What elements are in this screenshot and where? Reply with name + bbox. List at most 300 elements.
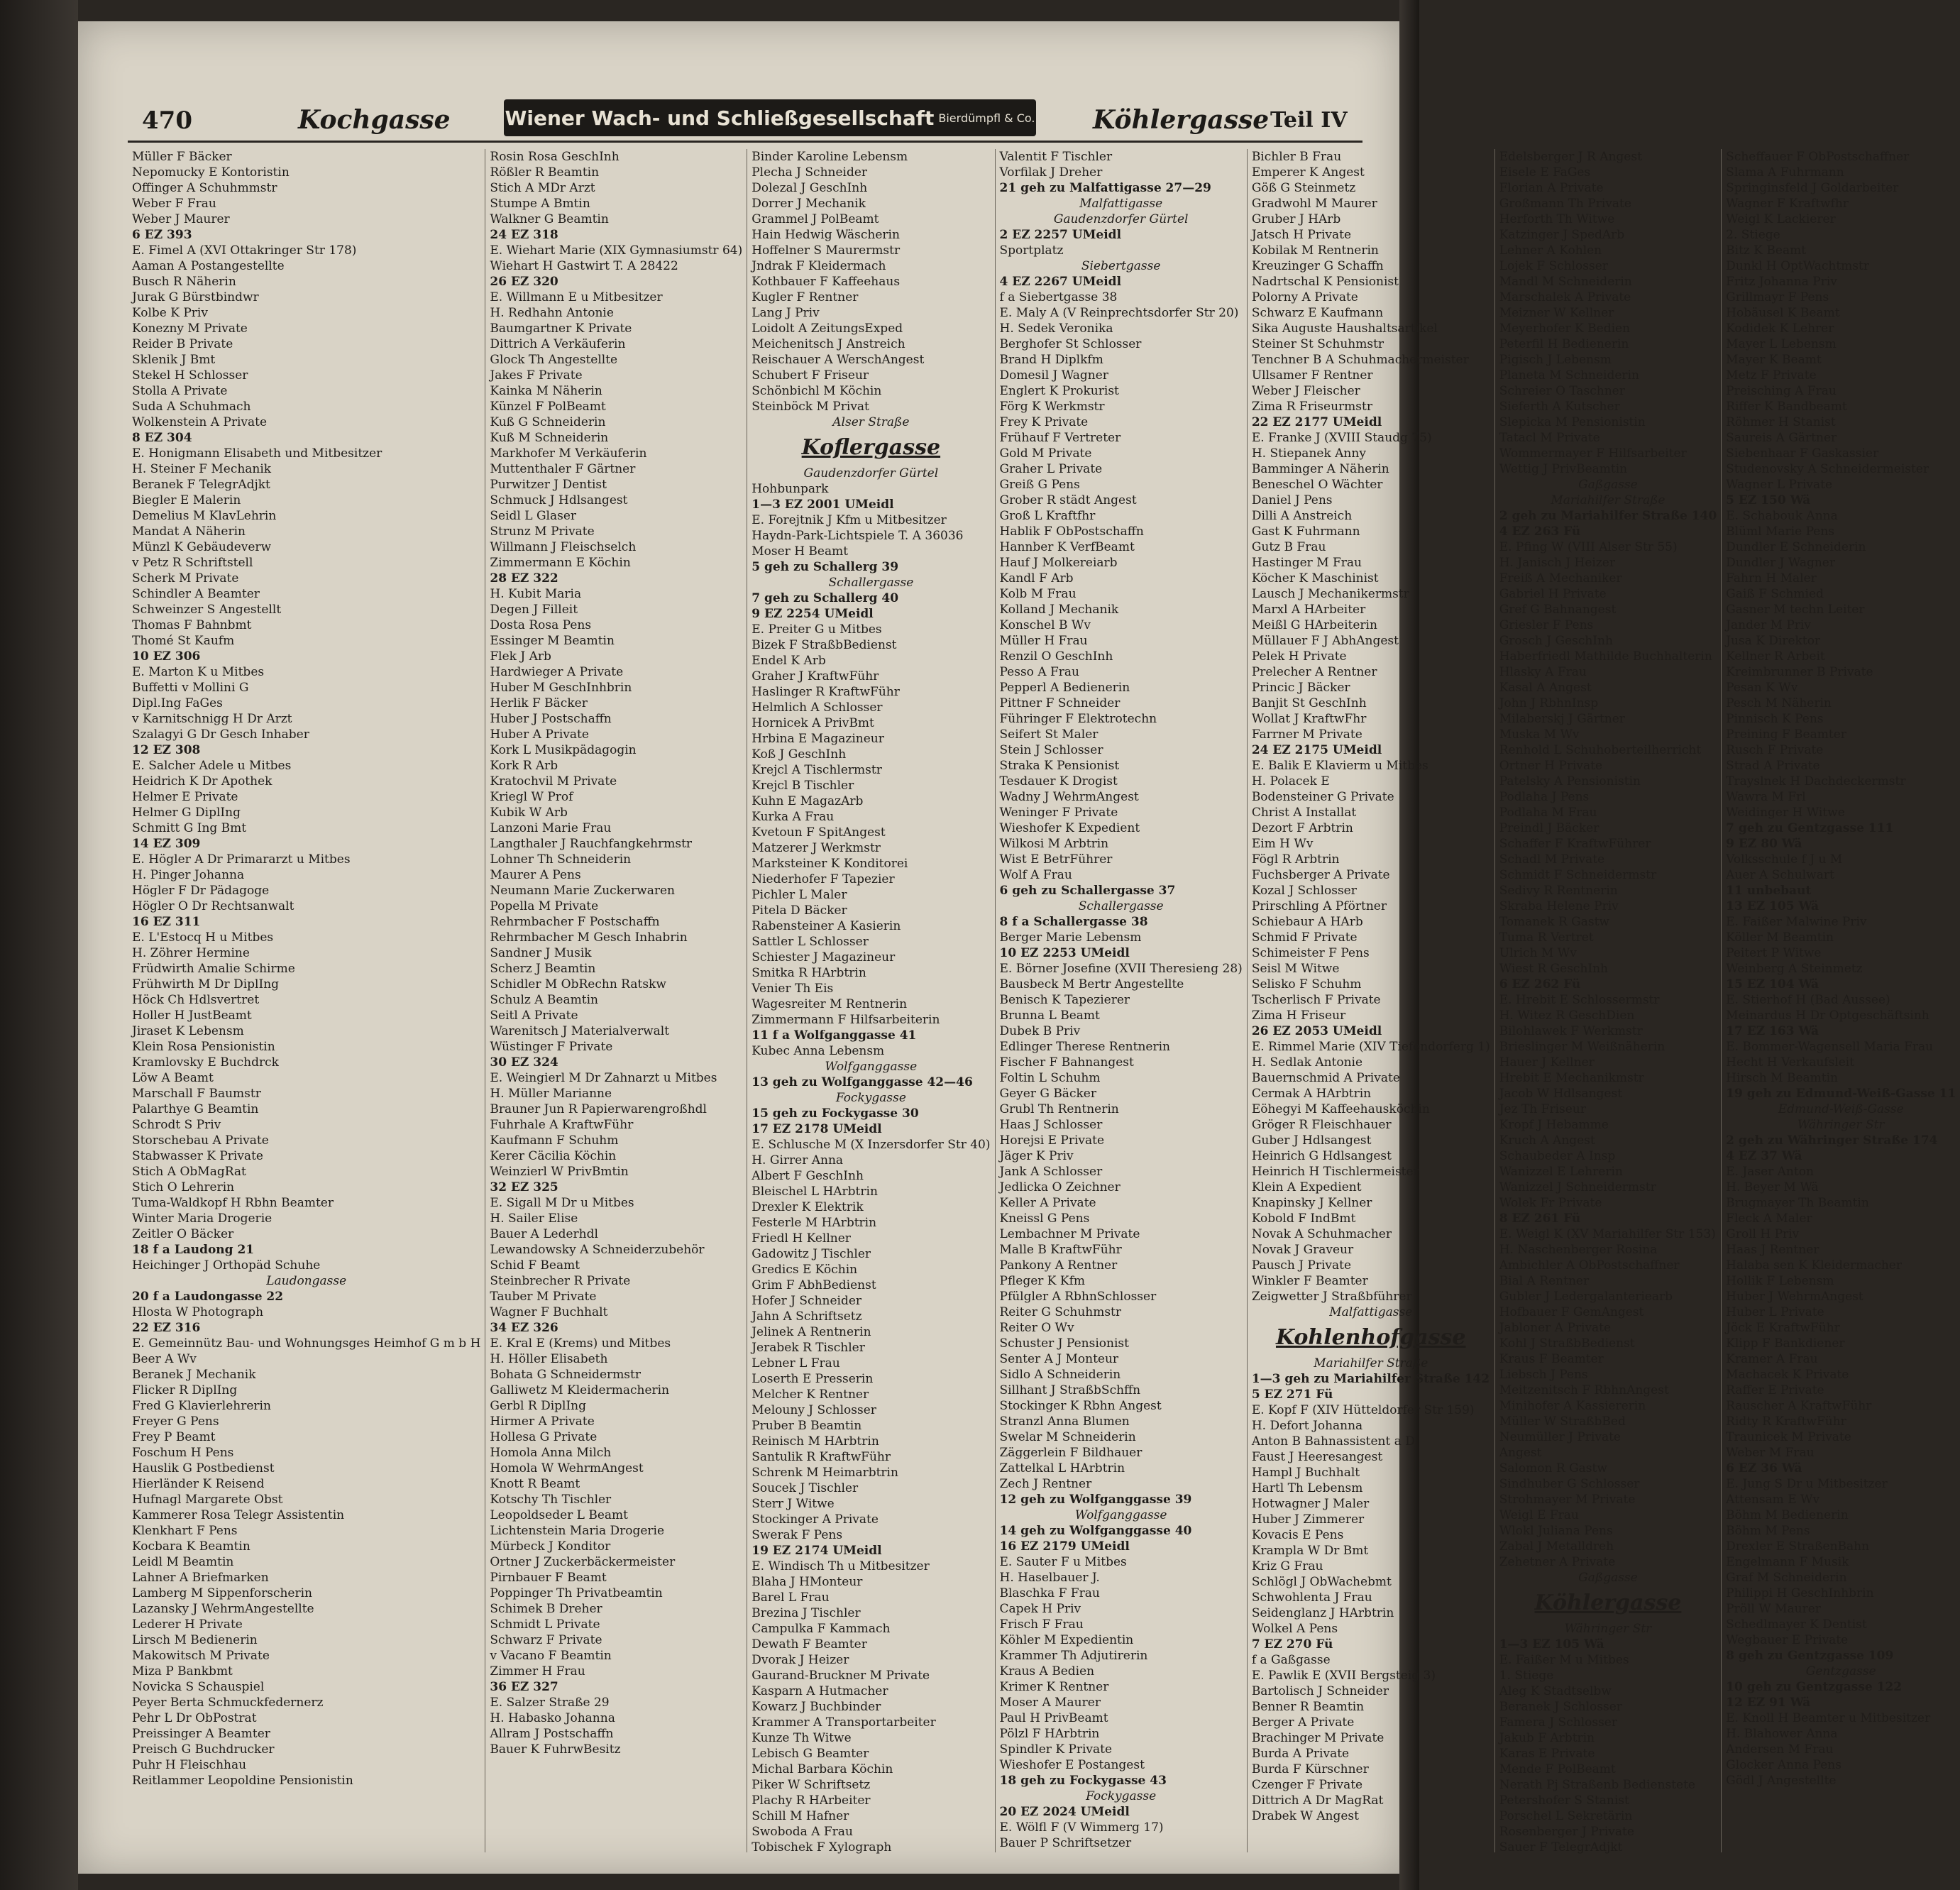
resident-entry: H. Girrer Anna xyxy=(751,1153,844,1167)
resident-entry: Ortner J Zuckerbäckermeister xyxy=(490,1555,676,1569)
resident-entry: Dosta Rosa Pens xyxy=(490,618,592,632)
resident-entry: Essinger M Beamtin xyxy=(490,634,615,648)
cross-street-reference: Gaßgasse xyxy=(1578,478,1638,492)
resident-entry: Loidolt A ZeitungsExped xyxy=(751,322,903,336)
resident-entry: Herforth Th Witwe xyxy=(1499,212,1615,226)
resident-entry: Pitela D Bäcker xyxy=(751,903,847,918)
resident-entry: Moser H Beamt xyxy=(751,544,849,559)
cross-street-reference: Malfattigasse xyxy=(1079,197,1163,211)
resident-entry: Pesso A Frau xyxy=(999,665,1080,679)
resident-entry: Knott R Beamt xyxy=(490,1477,580,1491)
resident-entry: Kolbe K Priv xyxy=(132,306,208,320)
resident-entry: Knapinsky J Kellner xyxy=(1251,1196,1372,1210)
resident-entry: Hirmer A Private xyxy=(490,1414,595,1429)
house-number-entry: 4 EZ 2267 UMeidl xyxy=(999,275,1122,289)
resident-entry: Gerbl R DiplIng xyxy=(490,1399,587,1413)
house-number-entry: 5 EZ 271 Fü xyxy=(1251,1388,1333,1402)
resident-entry: Zeitler O Bäcker xyxy=(132,1227,234,1241)
page-number: 470 xyxy=(142,106,192,135)
resident-entry: Drexler K Elektrik xyxy=(751,1200,864,1214)
resident-entry: Domesil J Wagner xyxy=(999,368,1108,383)
house-number-entry: 5 EZ 150 Wä xyxy=(1726,493,1811,507)
resident-entry: Kaufmann F Schuhm xyxy=(490,1133,619,1148)
resident-entry: Rehrmbacher M Gesch Inhabrin xyxy=(490,930,688,945)
resident-entry: Sauer F TelegrAdjkt xyxy=(1499,1840,1623,1855)
resident-entry: Klenkhart F Pens xyxy=(132,1524,238,1538)
resident-entry: Wagner F Buchhalt xyxy=(490,1305,608,1319)
resident-entry: Kriegl W Prof xyxy=(490,790,573,804)
resident-entry: Beneschel O Wächter xyxy=(1251,478,1383,492)
street-section-title: Kohlenhofgasse xyxy=(1275,1325,1466,1350)
resident-entry: E. Forejtnik J Kfm u Mitbesitzer xyxy=(751,513,947,527)
resident-entry: Sedivy R Rentnerin xyxy=(1499,884,1618,898)
house-number-entry: 8 EZ 261 Fü xyxy=(1499,1212,1581,1226)
part-label: Teil IV xyxy=(1270,108,1348,133)
resident-entry: Homola Anna Milch xyxy=(490,1446,612,1460)
resident-entry: Famera J Schlosser xyxy=(1499,1715,1617,1730)
resident-entry: Gutz B Frau xyxy=(1251,540,1326,554)
resident-entry: Huber M GeschInhbrin xyxy=(490,681,632,695)
resident-entry: Hrebit E Mechanikmstr xyxy=(1499,1071,1644,1085)
resident-entry: Tesdauer K Drogist xyxy=(999,774,1118,789)
resident-entry: Sklenik J Bmt xyxy=(132,353,216,367)
resident-entry: Galliwetz M Kleidermacherin xyxy=(490,1383,670,1397)
resident-entry: Daniel J Pens xyxy=(1251,493,1333,507)
resident-entry: Pröll W Maurer xyxy=(1726,1602,1821,1616)
house-number-entry: 22 EZ 316 xyxy=(132,1321,201,1335)
resident-entry: Grubl Th Rentnerin xyxy=(999,1102,1119,1116)
resident-entry: Aleg K Stadtselbw xyxy=(1499,1684,1612,1698)
house-number-entry: 20 EZ 2024 UMeidl xyxy=(999,1805,1130,1819)
resident-entry: Wiehart H Gastwirt T. A 28422 xyxy=(490,259,678,273)
resident-entry: Podlaha M Frau xyxy=(1499,806,1597,820)
resident-entry: Zabal J Metalldreh xyxy=(1499,1539,1614,1554)
resident-entry: Müller F Bäcker xyxy=(132,150,232,164)
house-number-entry: 26 EZ 2053 UMeidl xyxy=(1251,1024,1382,1038)
resident-entry: Lichtenstein Maria Drogerie xyxy=(490,1524,665,1538)
cross-street-reference: Edmund-Weiß-Gasse xyxy=(1778,1102,1904,1116)
resident-entry: Miza P Bankbmt xyxy=(132,1664,233,1679)
house-number-entry: 1—3 EZ 2001 UMeidl xyxy=(751,498,894,512)
resident-entry: Eöhegyi M Kaffeehausköchin xyxy=(1251,1102,1430,1116)
house-number-entry: 12 EZ 91 Wä xyxy=(1726,1696,1811,1710)
resident-entry: Frühwirth M Dr DiplIng xyxy=(132,977,280,991)
resident-entry: Haas J Schlosser xyxy=(999,1118,1103,1132)
resident-entry: Studenovsky A Schneidermeister xyxy=(1726,462,1929,476)
banner-text: Wiener Wach- und Schließgesellschaft xyxy=(505,106,935,130)
book-edge-left xyxy=(0,0,78,1890)
resident-entry: Baumgartner K Private xyxy=(490,322,632,336)
resident-entry: Weber J Maurer xyxy=(132,212,230,226)
resident-entry: Früdwirth Amalie Schirme xyxy=(132,962,295,976)
resident-entry: Kobilak M Rentnerin xyxy=(1251,243,1379,258)
resident-entry: Röhmer H Stanist xyxy=(1726,415,1836,429)
resident-entry: E. Jaser Anton xyxy=(1726,1165,1814,1179)
resident-entry: Frühauf F Vertreter xyxy=(999,431,1121,445)
resident-entry: Muttenthaler F Gärtner xyxy=(490,462,636,476)
house-number-entry: 22 EZ 2177 UMeidl xyxy=(1251,415,1382,429)
resident-entry: Krammer Th Adjutirerin xyxy=(999,1649,1148,1663)
resident-entry: Stockinger K Rbhn Angest xyxy=(999,1399,1162,1413)
resident-entry: Soucek J Tischler xyxy=(751,1481,859,1495)
resident-entry: Swoboda A Frau xyxy=(751,1825,853,1839)
resident-entry: Muska M Wv xyxy=(1499,727,1580,742)
resident-entry: Hampl J Buchhalt xyxy=(1251,1466,1360,1480)
resident-entry: Preining F Beamter xyxy=(1726,727,1846,742)
resident-entry: H. Defort Johanna xyxy=(1251,1419,1363,1433)
resident-entry: Bleischel L HArbtrin xyxy=(751,1185,878,1199)
resident-entry: Maurer A Pens xyxy=(490,868,581,882)
resident-entry: Beranek J Schlosser xyxy=(1499,1700,1622,1714)
resident-entry: Horejsi E Private xyxy=(999,1133,1105,1148)
resident-entry: Schmitt G Ing Bmt xyxy=(132,821,247,835)
resident-entry: Flek J Arb xyxy=(490,649,551,664)
resident-entry: Stumpe A Bmtin xyxy=(490,197,590,211)
resident-entry: Fred G Klavierlehrerin xyxy=(132,1399,271,1413)
resident-entry: Lirsch M Bedienerin xyxy=(132,1633,258,1647)
resident-entry: Huber A Private xyxy=(490,727,589,742)
resident-entry: E. Sauter F u Mitbes xyxy=(999,1555,1127,1569)
house-number-entry: 34 EZ 326 xyxy=(490,1321,558,1335)
resident-entry: Stich A ObMagRat xyxy=(132,1165,246,1179)
resident-entry: Heinrich G Hdlsangest xyxy=(1251,1149,1392,1163)
resident-entry: Zeigwetter J Straßbführer xyxy=(1251,1290,1412,1304)
resident-entry: Sillhant J StraßbSchffn xyxy=(999,1383,1141,1397)
resident-entry: Langthaler J Rauchfangkehrmstr xyxy=(490,837,693,851)
resident-entry: Purwitzer J Dentist xyxy=(490,478,607,492)
resident-entry: Zimmermann F Hilfsarbeiterin xyxy=(751,1013,940,1027)
resident-entry: Mürbeck J Konditor xyxy=(490,1539,611,1554)
resident-entry: Beranek J Mechanik xyxy=(132,1368,256,1382)
resident-entry: Sindhuber G Schlosser xyxy=(1499,1477,1640,1491)
resident-entry: Bamminger A Näherin xyxy=(1251,462,1389,476)
resident-entry: Förg K Werkmstr xyxy=(999,400,1105,414)
resident-entry: Andersen M Frau xyxy=(1726,1742,1834,1757)
resident-entry: Edelsberger J R Angest xyxy=(1499,150,1642,164)
house-number-entry: 24 EZ 2175 UMeidl xyxy=(1251,743,1382,757)
resident-entry: Münzl K Gebäudeverw xyxy=(132,540,272,554)
resident-entry: H. Stiepanek Anny xyxy=(1251,446,1366,461)
house-number-entry: 15 geh zu Fockygasse 30 xyxy=(751,1106,919,1121)
resident-entry: E. Wiehart Marie (XIX Gymnasiumstr 64) xyxy=(490,243,743,258)
resident-entry: Böhm M Bedienerin xyxy=(1726,1508,1849,1522)
resident-entry: Fögl R Arbtrin xyxy=(1251,852,1340,867)
resident-entry: Seidenglanz J HArbtrin xyxy=(1251,1606,1394,1620)
resident-entry: Wieshofer K Expedient xyxy=(999,821,1140,835)
resident-entry: Gasner M techn Leiter xyxy=(1726,603,1865,617)
resident-entry: Dilli A Anstreich xyxy=(1251,509,1353,523)
resident-entry: Dolezal J GeschInh xyxy=(751,181,868,195)
resident-entry: Pankony A Rentner xyxy=(999,1258,1118,1273)
resident-entry: Angest xyxy=(1499,1446,1542,1460)
resident-entry: Wlokl Juliana Pens xyxy=(1499,1524,1613,1538)
resident-entry: Hobäusel K Beamt xyxy=(1726,306,1840,320)
resident-entry: Bodensteiner G Private xyxy=(1251,790,1394,804)
resident-entry: Paul H PrivBeamt xyxy=(999,1711,1108,1725)
resident-entry: E. Faißer Malwine Priv xyxy=(1726,915,1867,929)
resident-entry: Schimeister F Pens xyxy=(1251,946,1370,960)
resident-entry: H. Polacek E xyxy=(1251,774,1330,789)
resident-entry: Weidinger H Witwe xyxy=(1726,806,1845,820)
resident-entry: Zimmer H Frau xyxy=(490,1664,585,1679)
resident-entry: Tatacl M Private xyxy=(1499,431,1600,445)
resident-entry: Szalagyi G Dr Gesch Inhaber xyxy=(132,727,309,742)
resident-entry: Kuhn E MagazArb xyxy=(751,794,864,808)
resident-entry: Minihofer A Kassiererin xyxy=(1499,1399,1646,1413)
resident-entry: Planeta M Schneiderin xyxy=(1499,368,1639,383)
resident-entry: Tauber M Private xyxy=(490,1290,597,1304)
resident-entry: Krampla W Dr Bmt xyxy=(1251,1544,1369,1558)
resident-entry: Dittrich A Dr MagRat xyxy=(1251,1793,1384,1808)
house-number-entry: 20 f a Laudongasse 22 xyxy=(132,1290,284,1304)
resident-entry: Renzil O GeschInh xyxy=(999,649,1113,664)
resident-entry: Müller H Frau xyxy=(999,634,1088,648)
resident-entry: Griesler F Pens xyxy=(1499,618,1594,632)
resident-entry: Schaubeder A Insp xyxy=(1499,1149,1616,1163)
header-rule xyxy=(128,141,1362,143)
resident-entry: Weinzierl W PrivBmtin xyxy=(490,1165,629,1179)
resident-entry: Kugler F Rentner xyxy=(751,290,859,304)
resident-entry: Smitka R HArbtrin xyxy=(751,966,866,980)
resident-entry: Gadowitz J Tischler xyxy=(751,1247,871,1261)
resident-entry: Schmidt L Private xyxy=(490,1617,600,1632)
resident-entry: Kraus A Bedien xyxy=(999,1664,1095,1679)
resident-entry: E. Honigmann Elisabeth und Mitbesitzer xyxy=(132,446,382,461)
resident-entry: E. Windisch Th u Mitbesitzer xyxy=(751,1559,930,1573)
resident-entry: Emperer K Angest xyxy=(1251,165,1365,180)
resident-entry: Blüml Marie Pens xyxy=(1726,524,1834,539)
resident-entry: Brugmayer Th Beamtin xyxy=(1726,1196,1869,1210)
cross-street-reference: Fockygasse xyxy=(835,1091,906,1105)
resident-entry: Grober R städt Angest xyxy=(999,493,1137,507)
house-number-entry: 12 EZ 308 xyxy=(132,743,201,757)
resident-entry: Spindler K Private xyxy=(999,1742,1113,1757)
resident-entry: Kubec Anna Lebensm xyxy=(751,1044,885,1058)
resident-entry: Zima R Friseurmstr xyxy=(1251,400,1372,414)
resident-entry: Kammerer Rosa Telegr Assistentin xyxy=(132,1508,345,1522)
resident-entry: Schaffer F KraftwFührer xyxy=(1499,837,1651,851)
resident-entry: Nepomucky E Kontoristin xyxy=(132,165,290,180)
resident-entry: Raffer E Private xyxy=(1726,1383,1824,1397)
directory-column-4 xyxy=(996,149,1248,1852)
house-number-entry: 8 EZ 304 xyxy=(132,431,192,445)
resident-entry: Brand H Diplkfm xyxy=(999,353,1103,367)
resident-entry: Kodidek K Lehrer xyxy=(1726,322,1834,336)
resident-entry: Haslinger R KraftwFühr xyxy=(751,685,900,699)
resident-entry: Gödl J Angestellte xyxy=(1726,1774,1837,1788)
resident-entry: Tscherlisch F Private xyxy=(1251,993,1381,1007)
resident-entry: Heichinger J Orthopäd Schuhe xyxy=(132,1258,321,1273)
house-number-entry: 19 EZ 2174 UMeidl xyxy=(751,1544,882,1558)
cross-street-reference: Gentzgasse xyxy=(1805,1664,1876,1679)
resident-entry: Krammer A Transportarbeiter xyxy=(751,1715,936,1730)
resident-entry: Kraus F Beamter xyxy=(1499,1352,1604,1366)
cross-street-reference: Laudongasse xyxy=(266,1274,347,1288)
page-header xyxy=(78,85,1399,135)
resident-entry: Mayer K Beamt xyxy=(1726,353,1822,367)
cross-street-reference: Währinger Str xyxy=(1797,1118,1885,1132)
resident-entry: Porschel L Sekretärin xyxy=(1499,1809,1633,1823)
resident-entry: Plecha J Schneider xyxy=(751,165,868,180)
cross-street-reference: Siebertgasse xyxy=(1081,259,1161,273)
advertisement-banner xyxy=(504,99,1036,136)
cross-street-reference: Gaßgasse xyxy=(1578,1571,1638,1585)
resident-entry: Jander M Priv xyxy=(1726,618,1811,632)
resident-entry: Weigl E Frau xyxy=(1499,1508,1579,1522)
resident-entry: Zehetner A Private xyxy=(1499,1555,1616,1569)
resident-entry: Konezny M Private xyxy=(132,322,248,336)
resident-entry: Fischer F Bahnangest xyxy=(999,1055,1134,1070)
resident-entry: Kreuzinger G Schaffn xyxy=(1251,259,1384,273)
resident-entry: Malle B KraftwFühr xyxy=(999,1243,1122,1257)
resident-entry: Fuhrhale A KraftwFühr xyxy=(490,1118,634,1132)
resident-entry: Mende F PolBeamt xyxy=(1499,1762,1616,1776)
header-street-left: Kochgasse xyxy=(298,105,451,135)
resident-entry: Brauner Jun R Papierwarengroßhdl xyxy=(490,1102,707,1116)
house-number-entry: 9 EZ 2254 UMeidl xyxy=(751,607,874,621)
resident-entry: Jakes F Private xyxy=(490,368,583,383)
resident-entry: Stekel H Schlosser xyxy=(132,368,248,383)
resident-entry: E. Schlusche M (X Inzersdorfer Str 40) xyxy=(751,1138,991,1152)
resident-entry: Brezina J Tischler xyxy=(751,1606,861,1620)
resident-entry: Halaba sen K Kleidermacher xyxy=(1726,1258,1902,1273)
resident-entry: Kreimbrunner B Private xyxy=(1726,665,1873,679)
resident-entry: Dunkl H OptWachtmstr xyxy=(1726,259,1869,273)
resident-entry: Grillmayr F Pens xyxy=(1726,290,1829,304)
resident-entry: Klein Rosa Pensionistin xyxy=(132,1040,275,1054)
resident-entry: Attensam E Wv xyxy=(1726,1493,1820,1507)
resident-entry: Brieslinger M Weißnäherin xyxy=(1499,1040,1666,1054)
resident-entry: Lehner A Kohlen xyxy=(1499,243,1602,258)
resident-entry: Gold M Private xyxy=(999,446,1092,461)
resident-entry: Slama A Fuhrmann xyxy=(1726,165,1844,180)
resident-entry: Petershofer S Stanist xyxy=(1499,1793,1629,1808)
resident-entry: Wawra M Frl xyxy=(1726,790,1806,804)
resident-entry: Allram J Postschaffn xyxy=(490,1727,614,1741)
resident-entry: v Karnitschnigg H Dr Arzt xyxy=(132,712,292,726)
resident-entry: Leopoldseder L Beamt xyxy=(490,1508,629,1522)
resident-entry: Swerak F Pens xyxy=(751,1528,843,1542)
resident-entry: H. Zöhrer Hermine xyxy=(132,946,250,960)
resident-entry: E. Sigall M Dr u Mitbes xyxy=(490,1196,634,1210)
resident-entry: Schlögl J ObWachebmt xyxy=(1251,1575,1392,1589)
resident-entry: Löw A Beamt xyxy=(132,1071,214,1085)
resident-entry: Frey K Private xyxy=(999,415,1089,429)
resident-entry: Jakub F Arbtrin xyxy=(1499,1731,1595,1745)
resident-entry: Bauernschmid A Private xyxy=(1251,1071,1400,1085)
resident-entry: Hofer J Schneider xyxy=(751,1294,862,1308)
cross-street-reference: Gaudenzdorfer Gürtel xyxy=(803,466,939,480)
resident-entry: Schid F Beamt xyxy=(490,1258,580,1273)
resident-entry: f a Gaßgasse xyxy=(1251,1653,1331,1667)
resident-entry: Dipl.Ing FaGes xyxy=(132,696,223,710)
resident-entry: Zima H Friseur xyxy=(1251,1009,1346,1023)
resident-entry: Sieferth A Kutscher xyxy=(1499,400,1620,414)
resident-entry: E. Balik E Klavierm u Mitbes xyxy=(1251,759,1428,773)
resident-entry: Michal Barbara Köchin xyxy=(751,1762,893,1776)
resident-entry: Kasal A Angest xyxy=(1499,681,1592,695)
resident-entry: Engelmann F Musik xyxy=(1726,1555,1849,1569)
resident-entry: Jurak G Bürstbindwr xyxy=(132,290,259,304)
resident-entry: Weber F Frau xyxy=(132,197,216,211)
resident-entry: Rusch F Private xyxy=(1726,743,1824,757)
resident-entry: Valentit F Tischler xyxy=(999,150,1113,164)
resident-entry: Swelar M Schneiderin xyxy=(999,1430,1136,1444)
resident-entry: Schwohlenta J Frau xyxy=(1251,1590,1372,1605)
resident-entry: E. Hrebit E Schlossermstr xyxy=(1499,993,1660,1007)
street-section-title: Koflergasse xyxy=(801,435,941,460)
resident-entry: Moser A Maurer xyxy=(999,1696,1101,1710)
resident-entry: Banjit St GeschInh xyxy=(1251,696,1367,710)
resident-entry: Festerle M HArbtrin xyxy=(751,1216,877,1230)
resident-entry: Storschebau A Private xyxy=(132,1133,269,1148)
resident-entry: H. Haselbauer J. xyxy=(999,1571,1100,1585)
directory-column-5 xyxy=(1248,149,1495,1852)
resident-entry: Prirschling A Pförtner xyxy=(1251,899,1387,913)
resident-entry: Rößler R Beamtin xyxy=(490,165,600,180)
resident-entry: Jez Th Friseur xyxy=(1499,1102,1586,1116)
resident-entry: Kolb M Frau xyxy=(999,587,1077,601)
resident-entry: Benner R Beamtin xyxy=(1251,1700,1365,1714)
resident-entry: Schulz A Beamtin xyxy=(490,993,598,1007)
resident-entry: E. Pawlik E (XVII Bergsteig 3) xyxy=(1251,1669,1436,1683)
resident-entry: Steinböck M Privat xyxy=(751,400,869,414)
resident-entry: Kunze Th Witwe xyxy=(751,1731,852,1745)
resident-entry: Ridty R KraftwFühr xyxy=(1726,1414,1846,1429)
resident-entry: Bitz K Beamt xyxy=(1726,243,1807,258)
resident-entry: Volksschule f J u M xyxy=(1726,852,1843,867)
house-number-entry: 32 EZ 325 xyxy=(490,1180,558,1194)
cross-street-reference: Wolfganggasse xyxy=(825,1060,918,1074)
resident-entry: Högler F Dr Pädagoge xyxy=(132,884,270,898)
house-number-entry: 8 f a Schallergasse 38 xyxy=(999,915,1148,929)
resident-entry: H. Sailer Elise xyxy=(490,1212,578,1226)
directory-page xyxy=(78,21,1956,1874)
house-number-entry: 6 EZ 36 Wä xyxy=(1726,1461,1802,1476)
resident-entry: Scheffauer F ObPostschaffner xyxy=(1726,150,1910,164)
resident-entry: Schweinzer S Angestellt xyxy=(132,603,282,617)
resident-entry: Jatsch H Private xyxy=(1251,228,1352,242)
resident-entry: Schönbichl M Köchin xyxy=(751,384,882,398)
resident-entry: Traunicek M Private xyxy=(1726,1430,1851,1444)
house-number-entry: 28 EZ 322 xyxy=(490,571,558,586)
resident-entry: E. Kral E (Krems) und Mitbes xyxy=(490,1336,671,1351)
resident-entry: Kvetoun F SpitAngest xyxy=(751,825,886,840)
resident-entry: Koß J GeschInh xyxy=(751,747,847,762)
resident-entry: Grim F AbhBedienst xyxy=(751,1278,876,1292)
resident-entry: Piker W Schriftsetz xyxy=(751,1778,871,1792)
house-number-entry: 9 EZ 80 Wä xyxy=(1726,837,1802,851)
resident-entry: Zimmermann E Köchin xyxy=(490,556,631,570)
resident-entry: Kasparn A Hutmacher xyxy=(751,1684,888,1698)
resident-entry: Göß G Steinmetz xyxy=(1251,181,1356,195)
resident-entry: Katzinger J SpedArb xyxy=(1499,228,1625,242)
resident-entry: E. Salzer Straße 29 xyxy=(490,1696,610,1710)
resident-entry: Scherz J Beamtin xyxy=(490,962,596,976)
resident-entry: Bauer K FuhrwBesitz xyxy=(490,1742,621,1757)
resident-entry: Edlinger Therese Rentnerin xyxy=(999,1040,1170,1054)
cross-street-reference: Mariahilfer Straße xyxy=(1551,493,1666,507)
resident-entry: Matzerer J Werkmstr xyxy=(751,841,881,855)
resident-entry: Preindl J Bäcker xyxy=(1499,821,1600,835)
house-number-entry: 2 geh zu Mariahilfer Straße 140 xyxy=(1499,509,1717,523)
resident-entry: Winkler F Beamter xyxy=(1251,1274,1368,1288)
resident-entry: Großmann Th Private xyxy=(1499,197,1631,211)
cross-street-reference: Fockygasse xyxy=(1086,1789,1157,1803)
resident-entry: Schidler M ObRechn Ratskw xyxy=(490,977,666,991)
resident-entry: Reinisch M HArbtrin xyxy=(751,1434,879,1449)
resident-entry: Pichler L Maler xyxy=(751,888,847,902)
